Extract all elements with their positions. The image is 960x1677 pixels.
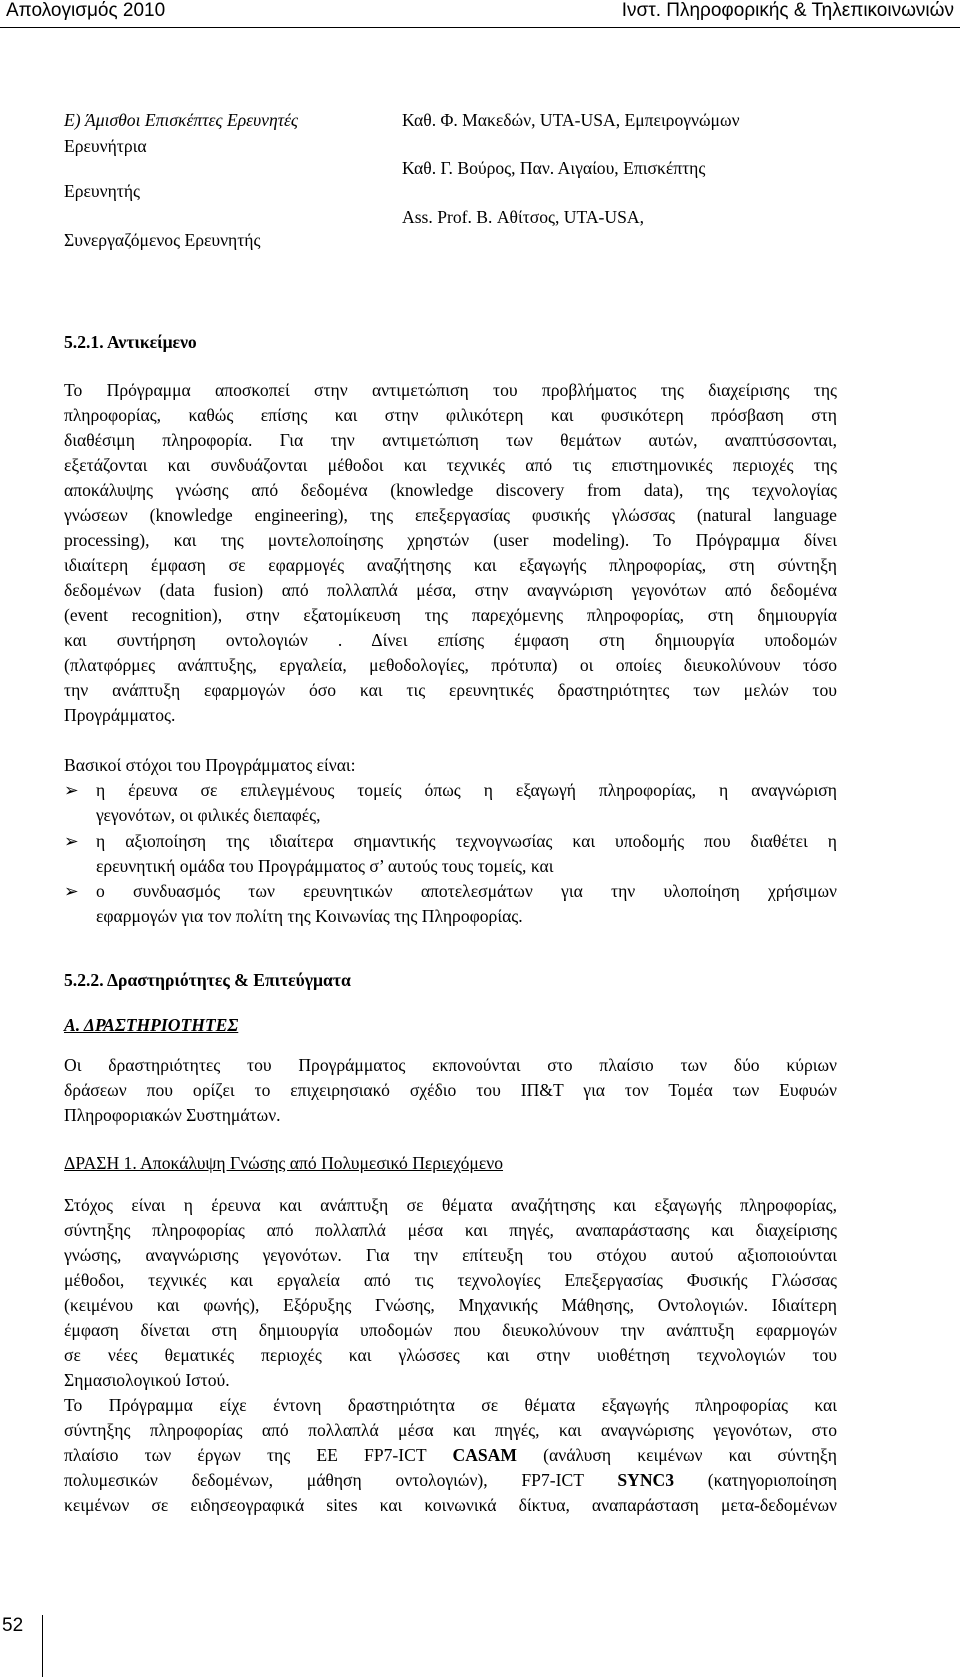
body-line: δεδομένων (data fusion) από πολλαπλά μέσα, στην αναγνώριση γεγονότων από δεδομένα [64,580,837,600]
section-heading-5-2-2: 5.2.2. Δραστηριότητες & Επιτεύγματα [64,970,351,990]
body-line: σύντηξης πληροφορίας από πολλαπλά μέσα και πηγές, και αναγνώρισης γεγονότων, στο [64,1420,837,1440]
project-name: CASAM [452,1445,517,1465]
body-line: Το Πρόγραμμα αποσκοπεί στην αντιμετώπιση του προβλήματος της διαχείρισης της [64,380,837,400]
body-text: πλαίσιο των έργων της ΕΕ FP7-ICT [64,1445,453,1465]
body-line: (κειμένου και φωνής), Εξόρυξης Γνώσης, Μηχανικής Μάθησης, Οντολογιών. Ιδιαίτερη [64,1295,837,1315]
staff-person: Καθ. Φ. Μακεδών, UTA-USA, Εμπειρογνώμων [402,110,740,130]
list-item: η αξιοποίηση της ιδιαίτερα σημαντικής τεχνογνωσίας και υποδομής που διαθέτει η [96,831,837,851]
body-line: κειμένων σε ειδησεογραφικά sites και κοινωνικά δίκτυα, αναπαράσταση μετα-δεδομένων [64,1495,837,1515]
body-line: και συντήρηση οντολογιών . Δίνει επίσης έμφαση στη δημιουργία υποδομών [64,630,837,650]
body-line: processing), και της μοντελοποίησης χρηστών (user modeling). Το Πρόγραμμα δίνει [64,530,837,550]
body-line: γνώσης, αναγνώρισης γεγονότων. Για την επίτευξη του στόχου αυτού αξιοποιούνται [64,1245,837,1265]
page-number: 52 [2,1615,43,1677]
goals-intro: Βασικοί στόχοι του Προγράμματος είναι: [64,755,356,775]
staff-role: Συνεργαζόμενος Ερευνητής [64,230,261,250]
body-line: Το Πρόγραμμα είχε έντονη δραστηριότητα σε θέματα εξαγωγής πληροφορίας και [64,1395,837,1415]
body-line: εξετάζονται και συνδυάζονται μέθοδοι και τεχνικές από τις επιστημονικές περιοχές της [64,455,837,475]
body-line: ιδιαίτερη έμφαση σε εφαρμογές αναζήτησης και εξαγωγής πληροφορίας, στη σύντηξη [64,555,837,575]
section-heading-5-2-1: 5.2.1. Αντικείμενο [64,332,197,352]
list-item: εφαρμογών για τον πολίτη της Κοινωνίας της Πληροφορίας. [96,906,523,926]
list-item: ερευνητική ομάδα του Προγράμματος σ’ αυτούς τους τομείς, και [96,856,554,876]
body-line: Πληροφοριακών Συστημάτων. [64,1105,281,1125]
body-line [64,1470,837,1496]
arrow-bullet-icon: ➢ [64,881,79,901]
header-rule [0,27,960,28]
arrow-bullet-icon: ➢ [64,780,79,800]
staff-role: Ερευνήτρια [64,136,147,156]
staff-role: Ερευνητής [64,181,141,201]
body-line: πληροφορίας, καθώς επίσης και στην φιλικότερη και φυσικότερη πρόσβαση στη [64,405,837,425]
list-item: γεγονότων, οι φιλικές διεπαφές, [96,805,321,825]
staff-person: Ass. Prof. B. Αθίτσος, UTA-USA, [402,207,645,227]
header-report-title: Απολογισμός 2010 [6,0,166,21]
body-line: αποκάλυψης γνώσης από δεδομένα (knowledge discovery from data), της τεχνολογίας [64,480,837,500]
body-line: διαθέσιμη πληροφορία. Για την αντιμετώπιση των θεμάτων αυτών, αναπτύσσονται, [64,430,837,450]
page-header [0,0,960,34]
body-line [64,1445,837,1471]
body-text: πολυμεσικών δεδομένων, μάθηση οντολογιών), FP7-ICT [64,1470,618,1490]
list-item: ο συνδυασμός των ερευνητικών αποτελεσμάτων για την υλοποίηση χρήσιμων [96,881,837,901]
body-line: Οι δραστηριότητες του Προγράμματος εκπονούνται στο πλαίσιο των δύο κύριων [64,1055,837,1075]
body-line: δράσεων που ορίζει το επιχειρησιακό σχέδιο του ΙΠ&Τ για τον Τομέα των Ευφυών [64,1080,837,1100]
action-title: ΔΡΑΣΗ 1. Αποκάλυψη Γνώσης από Πολυμεσικό Περιεχόμενο [64,1153,504,1173]
body-line: (πλατφόρμες ανάπτυξης, εργαλεία, μεθοδολογίες, πρότυπα) οι οποίες διευκολύνουν τόσο [64,655,837,675]
body-line: (event recognition), στην εξατομίκευση της παρεχόμενης πληροφορίας, στη δημιουργία [64,605,837,625]
body-line: σύντηξης πληροφορίας από πολλαπλά μέσα και πηγές, αναπαράστασης και διαχείρισης [64,1220,837,1240]
project-name: SYNC3 [617,1470,675,1490]
body-line: έμφαση δίνεται στη δημιουργία υποδομών που διευκολύνουν την ανάπτυξη εφαρμογών [64,1320,837,1340]
body-text: (ανάλυση κειμένων και σύντηξη [517,1445,837,1465]
body-line: σε νέες θεματικές περιοχές και γλώσσες και στην υιοθέτηση τεχνολογιών του [64,1345,837,1365]
list-item: η έρευνα σε επιλεγμένους τομείς όπως η εξαγωγή πληροφορίας, η αναγνώριση [96,780,837,800]
staff-category: E) Άμισθοι Επισκέπτες Ερευνητές [64,110,299,130]
body-line: γνώσεων (knowledge engineering), της επεξεργασίας φυσικής γλώσσας (natural language [64,505,837,525]
body-line: Στόχος είναι η έρευνα και ανάπτυξη σε θέματα αναζήτησης και εξαγωγής πληροφορίας, [64,1195,837,1215]
header-institute: Ινστ. Πληροφορικής & Τηλεπικοινωνιών [621,0,954,21]
body-line: Προγράμματος. [64,705,176,725]
arrow-bullet-icon: ➢ [64,831,79,851]
body-line: την ανάπτυξη εφαρμογών όσο και τις ερευνητικές δραστηριότητες των μελών του [64,680,837,700]
staff-person: Καθ. Γ. Βούρος, Παν. Αιγαίου, Επισκέπτης [402,158,706,178]
body-line: Σημασιολογικού Ιστού. [64,1370,230,1390]
body-line: μέθοδοι, τεχνικές και εργαλεία από τις τεχνολογίες Επεξεργασίας Φυσικής Γλώσσας [64,1270,837,1290]
body-text: (κατηγοριοποίηση [674,1470,838,1490]
subheading-activities: Α. ΔΡΑΣΤΗΡΙΟΤΗΤΕΣ [64,1015,239,1035]
